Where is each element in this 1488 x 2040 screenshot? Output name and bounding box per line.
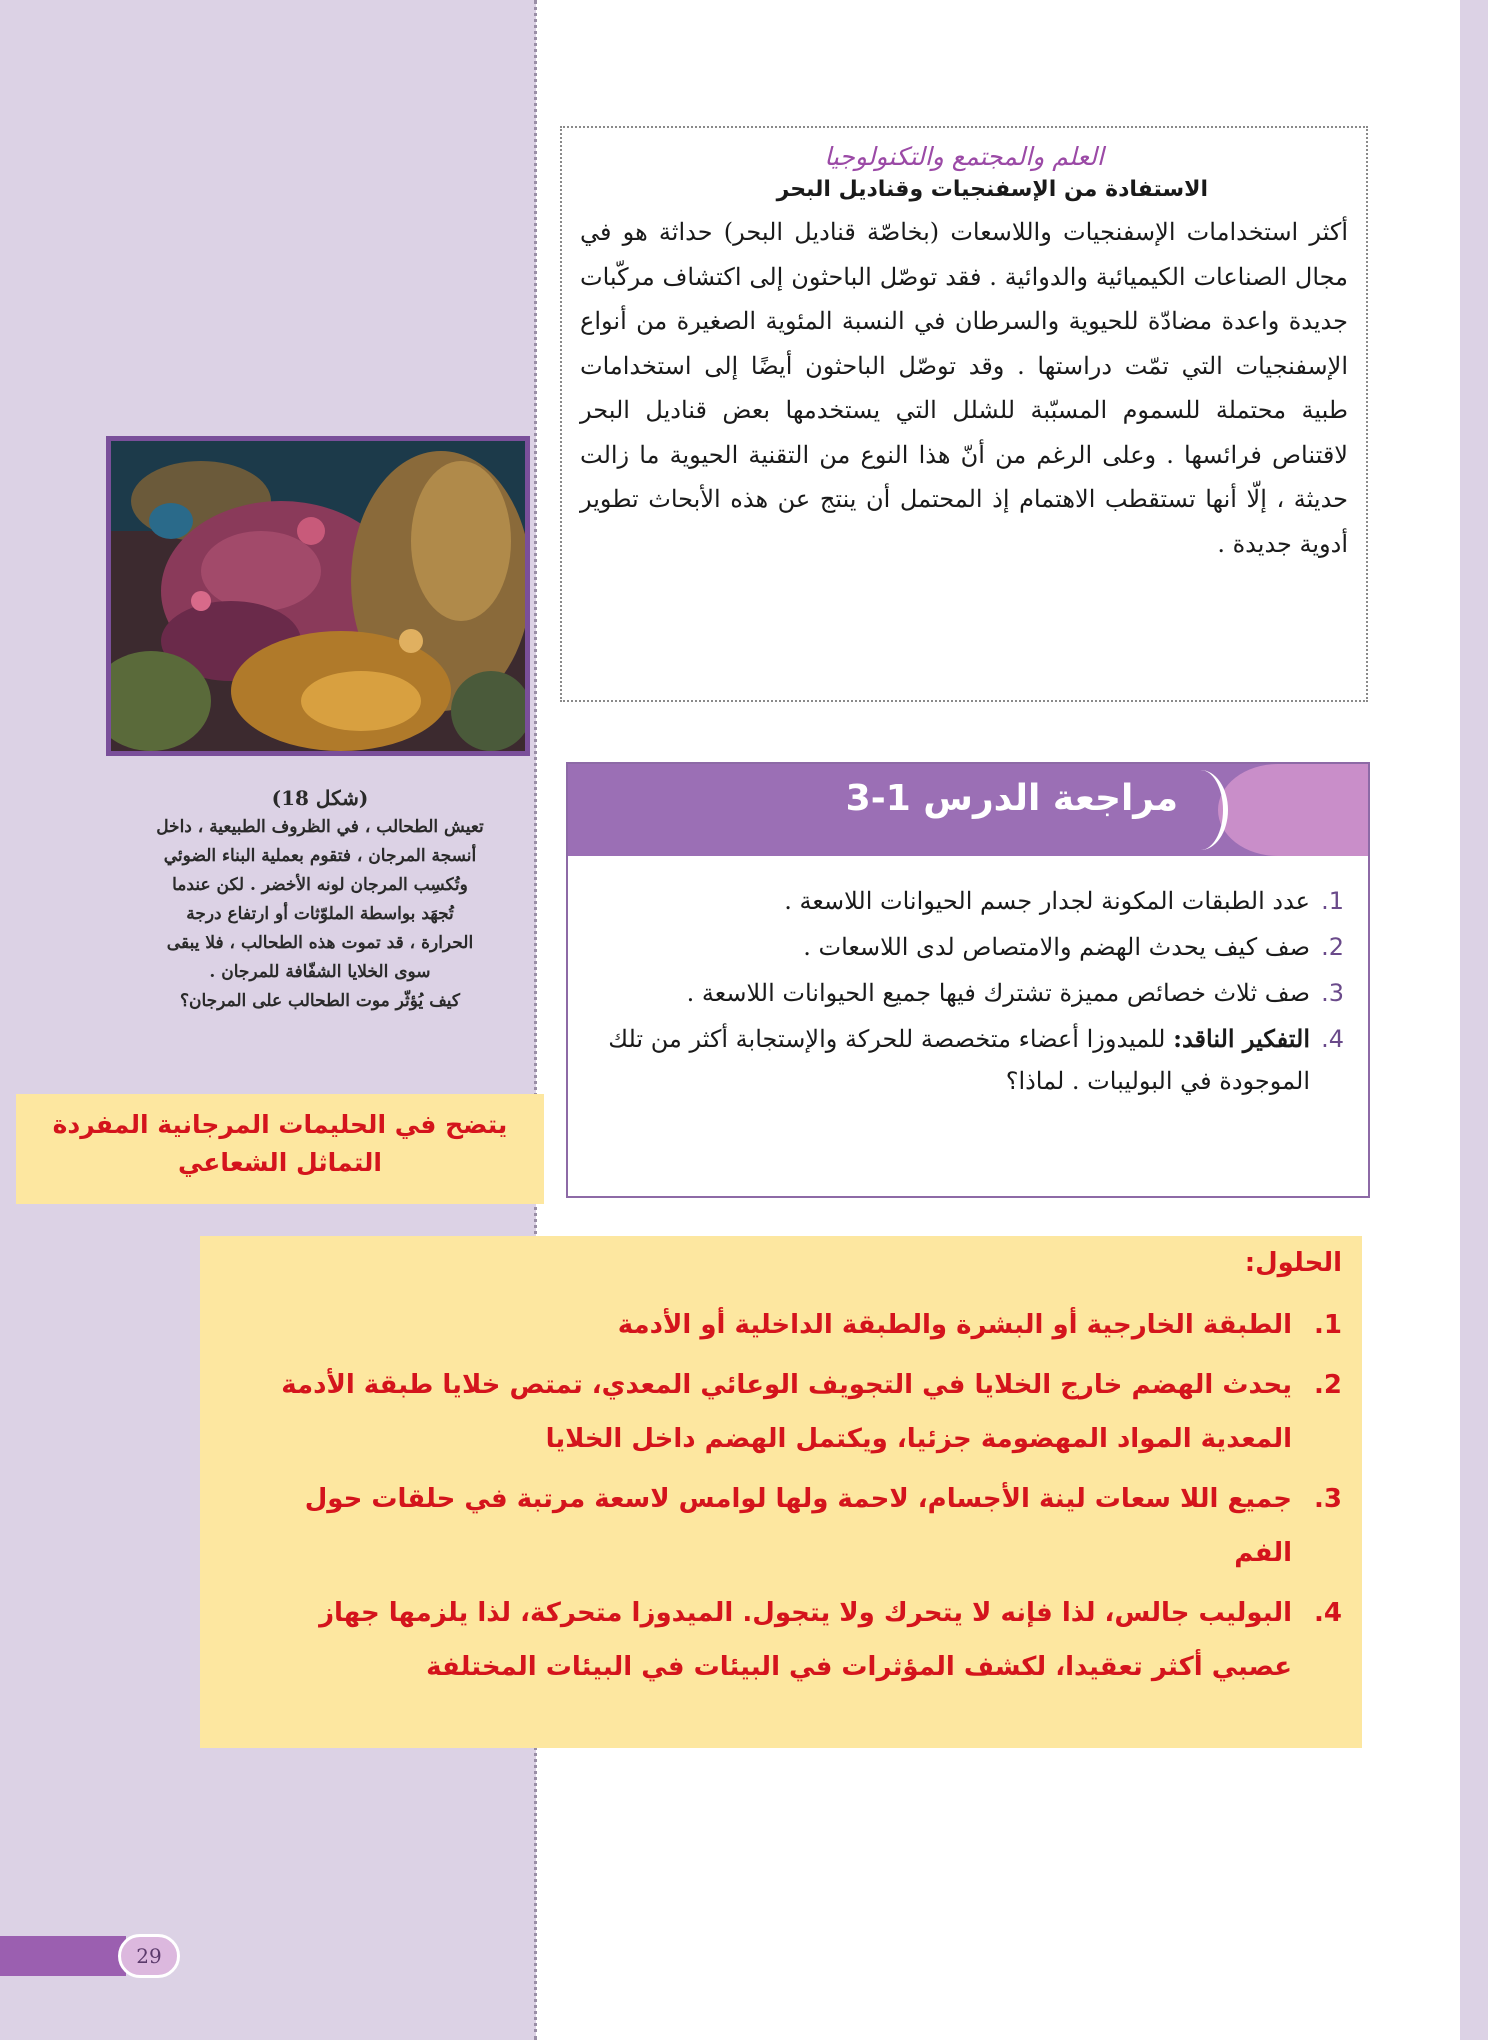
note-line: التماثل الشعاعي <box>178 1148 382 1177</box>
right-margin-strip <box>1460 0 1488 2040</box>
question-number: 1. <box>1321 887 1344 915</box>
solution-item <box>240 1586 1342 1694</box>
question-text <box>608 1018 1310 1102</box>
review-question <box>608 880 1344 922</box>
review-header-tab <box>1218 764 1368 856</box>
solution-number: 1. <box>1314 1310 1342 1340</box>
question-text: عدد الطبقات المكونة لجدار جسم الحيوانات اللاسعة . <box>784 887 1310 915</box>
review-question-list <box>568 856 1368 1102</box>
solution-number: 2. <box>1314 1370 1342 1400</box>
figure-number: (شكل 18) <box>271 786 369 810</box>
question-text: صف كيف يحدث الهضم والامتصاص لدى اللاسعات . <box>803 933 1310 961</box>
science-box-body: أكثر استخدامات الإسفنجيات واللاسعات (بخاصّة قناديل البحر) حداثة هو في مجال الصناعات الكيميائية والدوائية . فقد توصّل الباحثون إلى اكتشاف مركّبات جديدة واعدة مضادّة للحيوية والسرطان في النسبة المئوية الصغيرة من أنواع الإسفنجيات التي تمّت دراستها . وقد توصّل الباحثون أيضًا إلى استخدامات طبية محتملة للسموم المسبّبة للشلل التي يستخدمها بعض قناديل البحر لاقتناص فرائسها . وعلى الرغم من أنّ هذا النوع من التقنية الحيوية ما زالت حديثة ، إلّا أنها تستقطب الاهتمام إذ المحتمل أن ينتج عن هذه الأبحاث تطوير أدوية جديدة . <box>580 218 1348 558</box>
solution-item <box>240 1472 1342 1580</box>
review-header <box>568 764 1368 856</box>
solution-number: 3. <box>1314 1484 1342 1514</box>
page-number: 29 <box>118 1934 180 1978</box>
solution-number: 4. <box>1314 1598 1342 1628</box>
caption-line: الحرارة ، قد تموت هذه الطحالب ، فلا يبقى <box>166 933 474 953</box>
review-question <box>608 972 1344 1014</box>
solution-text: جميع اللا سعات لينة الأجسام، لاحمة ولها لوامس لاسعة مرتبة في حلقات حول الفم <box>304 1484 1292 1568</box>
critical-thinking-label: التفكير الناقد: <box>1173 1024 1310 1053</box>
figure-caption <box>120 784 520 1016</box>
solution-text: يحدث الهضم خارج الخلايا في التجويف الوعائي المعدي، تمتص خلايا طبقة الأدمة المعدية المواد المهضومة جزئيا، ويكتمل الهضم داخل الخلايا <box>281 1370 1292 1454</box>
caption-line: أنسجة المرجان ، فتقوم بعملية البناء الضوئي <box>163 846 477 866</box>
science-box-heading: العلم والمجتمع والتكنولوجيا <box>824 142 1104 171</box>
solutions-box <box>200 1236 1362 1748</box>
caption-line: تُجهَد بواسطة الملوّثات أو ارتفاع درجة <box>186 904 454 924</box>
caption-question: كيف يُؤثّر موت الطحالب على المرجان؟ <box>179 991 461 1011</box>
review-header-arc <box>1173 770 1228 850</box>
solution-item <box>240 1358 1342 1466</box>
caption-line: سوى الخلايا الشفّافة للمرجان . <box>209 962 431 982</box>
question-text: صف ثلاث خصائص مميزة تشترك فيها جميع الحيوانات اللاسعة . <box>686 979 1310 1007</box>
science-box-title: الاستفادة من الإسفنجيات وقناديل البحر <box>776 177 1208 202</box>
question-number: 3. <box>1321 979 1344 1007</box>
coral-reef-photo <box>106 436 530 756</box>
review-title: مراجعة الدرس 1-3 <box>845 778 1178 819</box>
note-line: يتضح في الحليمات المرجانية المفردة <box>52 1110 508 1139</box>
question-number: 4. <box>1321 1025 1344 1053</box>
caption-line: وتُكسِب المرجان لونه الأخضر . لكن عندما <box>172 875 468 895</box>
solutions-title: الحلول: <box>1244 1248 1342 1278</box>
review-question <box>608 1018 1344 1102</box>
caption-line: تعيش الطحالب ، في الظروف الطبيعية ، داخل <box>156 817 484 837</box>
page-number-tab <box>0 1936 126 1976</box>
coral-reef-image <box>111 441 525 751</box>
review-question <box>608 926 1344 968</box>
answer-note-box <box>16 1094 544 1204</box>
solution-item <box>240 1298 1342 1352</box>
science-society-box <box>560 126 1368 702</box>
solution-text: البوليب جالس، لذا فإنه لا يتحرك ولا يتجول. الميدوزا متحركة، لذا يلزمها جهاز عصبي أكثر تعقيدا، لكشف المؤثرات في البيئات في البيئات المختلفة <box>319 1598 1292 1682</box>
question-body: للميدوزا أعضاء متخصصة للحركة والإستجابة أكثر من تلك الموجودة في البوليبات . لماذا؟ <box>608 1025 1310 1095</box>
question-number: 2. <box>1321 933 1344 961</box>
lesson-review-box <box>566 762 1370 1198</box>
solution-text: الطبقة الخارجية أو البشرة والطبقة الداخلية أو الأدمة <box>617 1310 1292 1340</box>
